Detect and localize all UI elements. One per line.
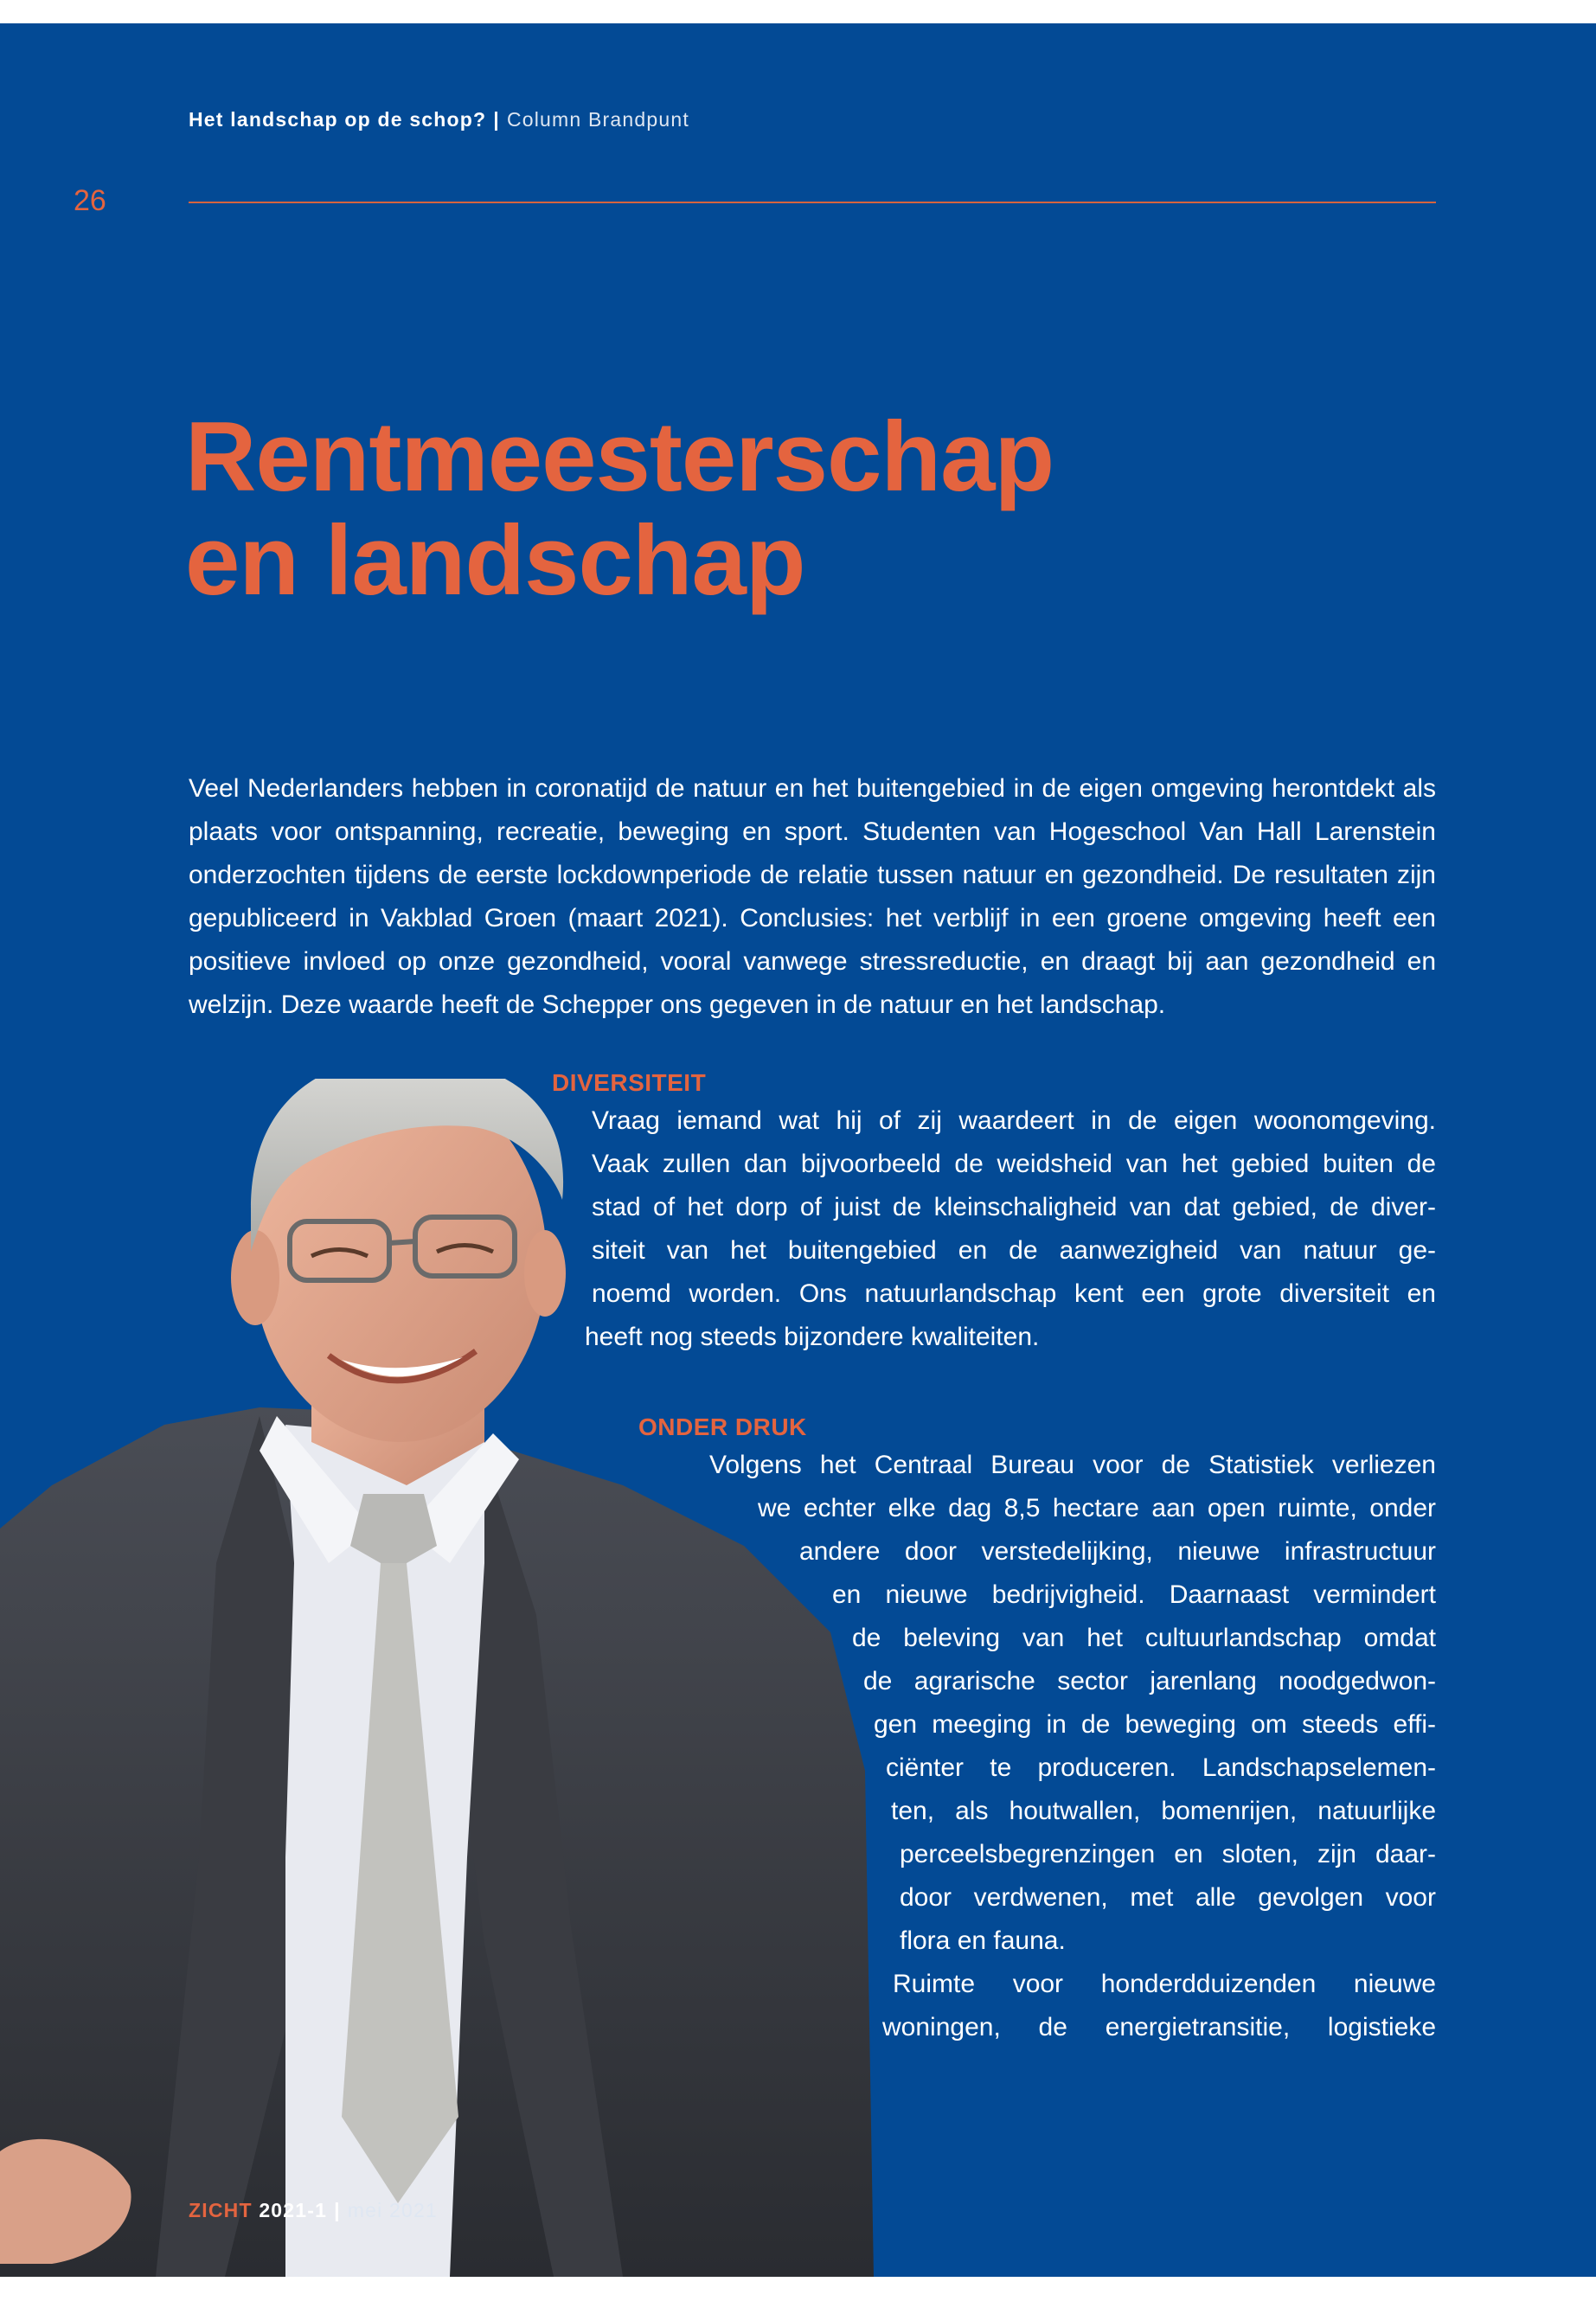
text-line: Volgens het Centraal Bureau voor de Statistiek verliezen <box>709 1451 1436 1479</box>
footer-issue: 2021-1 <box>259 2199 328 2221</box>
article-title <box>185 402 1396 616</box>
text-line: ciënter te produceren. Landschapselemen- <box>886 1753 1436 1782</box>
footer-separator: | <box>334 2199 341 2221</box>
text-line: Vaak zullen dan bijvoorbeeld de weidsheid van het gebied buiten de <box>592 1150 1436 1178</box>
text-line: gen meeging in de beweging om steeds effi- <box>874 1710 1436 1739</box>
text-line: heeft nog steeds bijzondere kwaliteiten. <box>585 1323 1040 1351</box>
text-line: woningen, de energietransitie, logistieke <box>882 2013 1436 2041</box>
text-line: ten, als houtwallen, bomenrijen, natuurlijke <box>891 1797 1436 1825</box>
text-line: Vraag iemand wat hij of zij waardeert in de eigen woonomgeving. <box>592 1106 1436 1135</box>
text-line: stad of het dorp of juist de kleinschaligheid van dat gebied, de diver- <box>592 1193 1436 1221</box>
text-line: en nieuwe bedrijvigheid. Daarnaast vermindert <box>832 1580 1436 1609</box>
running-header <box>189 108 689 131</box>
title-line-1: Rentmeesterschap <box>185 402 1054 512</box>
text-line: noemd worden. Ons natuurlandschap kent een grote diversiteit en <box>592 1279 1436 1308</box>
text-line: door verdwenen, met alle gevolgen voor <box>900 1883 1436 1912</box>
header-column-name: Column Brandpunt <box>506 108 689 131</box>
title-line-2: en landschap <box>185 506 805 616</box>
text-line: de beleving van het cultuurlandschap omdat <box>852 1624 1436 1652</box>
intro-paragraph: Veel Nederlanders hebben in coronatijd de natuur en het buitengebied in de eigen omgeving herontdekt als plaats voor ontspanning, recreatie, beweging en sport. Studenten van Hogeschool Van Hall Larenstein onderzochten tijdens de eerste lockdownperiode de relatie tussen natuur en gezondheid. De resultaten zijn gepubliceerd in Vakblad Groen (maart 2021). Conclusies: het verblijf in een groene omgeving heeft een positieve invloed op onze gezondheid, vooral vanwege stressreductie, en draagt bij aan gezondheid en welzijn. Deze waarde heeft de Schepper ons gegeven in de natuur en het landschap. <box>189 774 1436 1019</box>
text-line: we echter elke dag 8,5 hectare aan open ruimte, onder <box>758 1494 1436 1522</box>
footer-brand: ZICHT <box>189 2199 253 2221</box>
text-line: perceelsbegrenzingen en sloten, zijn daar- <box>900 1840 1436 1868</box>
text-line: Ruimte voor honderdduizenden nieuwe <box>893 1970 1436 1998</box>
page-number: 26 <box>74 184 106 217</box>
header-rule <box>189 202 1436 203</box>
header-section-title: Het landschap op de schop? <box>189 108 487 131</box>
section-heading-onder-druk: ONDER DRUK <box>638 1413 807 1440</box>
magazine-page <box>0 23 1596 2277</box>
text-line: siteit van het buitengebied en de aanwezigheid van natuur ge- <box>592 1236 1436 1265</box>
text-line: de agrarische sector jarenlang noodgedwon- <box>863 1667 1436 1695</box>
text-line: andere door verstedelijking, nieuwe infrastructuur <box>799 1537 1436 1566</box>
section-heading-diversiteit: DIVERSITEIT <box>552 1069 707 1096</box>
footer-date: mei 2021 <box>347 2199 438 2221</box>
text-line: flora en fauna. <box>900 1926 1066 1955</box>
page-footer <box>189 2199 438 2222</box>
header-separator: | <box>493 108 500 131</box>
